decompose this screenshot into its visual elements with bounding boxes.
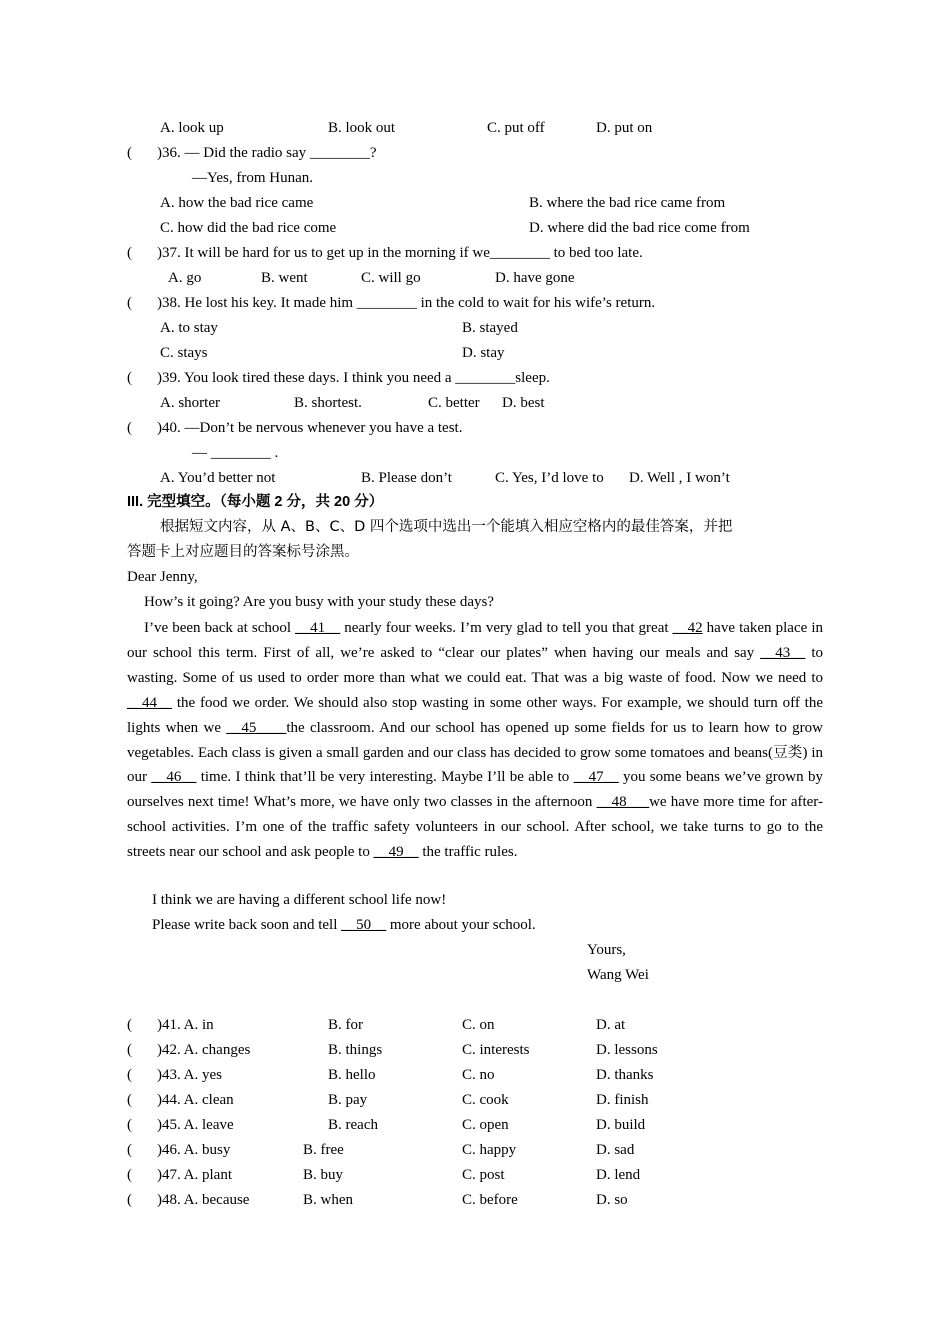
blank-45: __45____ [226, 719, 287, 736]
item-44-option-a: )44. A. clean [157, 1092, 234, 1108]
q37-option-c: C. will go [361, 270, 421, 286]
item-48-option-c: C. before [462, 1192, 518, 1208]
item-46-option-d: D. sad [596, 1142, 635, 1158]
item-46-option-b: B. free [303, 1142, 344, 1158]
letter-greeting: Dear Jenny, [127, 569, 198, 585]
item-42-option-b: B. things [328, 1042, 383, 1058]
item-41-option-a: )41. A. in [157, 1017, 214, 1033]
blank-42: __42 [672, 620, 703, 636]
item-42-option-a: )42. A. changes [157, 1042, 251, 1058]
q37-stem: )37. It will be hard for us to get up in the morning if we________ to bed too late. [157, 245, 643, 261]
letter-sign-off: Yours, [587, 942, 626, 958]
q39-paren: ( [127, 370, 132, 386]
q36-option-c: C. how did the bad rice come [160, 220, 337, 236]
q39-option-b: B. shortest. [294, 395, 362, 411]
q40-option-b: B. Please don’t [361, 470, 452, 486]
blank-41: __41__ [295, 620, 341, 636]
item-46-option-c: C. happy [462, 1142, 517, 1158]
item-41-option-c: C. on [462, 1017, 495, 1033]
item-41-paren: ( [127, 1017, 132, 1033]
blank-49: __49__ [373, 844, 419, 861]
item-48-option-a: )48. A. because [157, 1192, 250, 1208]
item-45-option-b: B. reach [328, 1117, 378, 1133]
item-47-option-d: D. lend [596, 1167, 641, 1183]
q40-reply: — ________ . [192, 445, 279, 461]
blank-50: __50__ [341, 917, 387, 933]
item-44-option-b: B. pay [328, 1092, 368, 1108]
q35-option-b: B. look out [328, 120, 396, 136]
q37-paren: ( [127, 245, 132, 261]
item-47-option-a: )47. A. plant [157, 1167, 232, 1183]
blank-47: __47__ [573, 769, 619, 786]
q38-option-a: A. to stay [160, 320, 218, 336]
item-45-option-c: C. open [462, 1117, 509, 1133]
q36-reply: —Yes, from Hunan. [192, 170, 313, 186]
q40-option-d: D. Well , I won’t [629, 470, 730, 486]
item-43-option-d: D. thanks [596, 1067, 654, 1083]
q40-option-a: A. You’d better not [160, 470, 276, 486]
q38-option-d: D. stay [462, 345, 505, 361]
item-41-option-d: D. at [596, 1017, 626, 1033]
item-45-option-d: D. build [596, 1117, 646, 1133]
letter-body: I’ve been back at school __41__ nearly four weeks. I’m very glad to tell you that great __42 have taken place in our school this term. First of all, we’re asked to “clear our plates” when having our meals and say __43__ to wasting. Some of us used to order more than what we could eat. That was a big waste of food. Now we need to __44__ the food we order. We should also stop wasting in some other ways. For example, we should turn off the lights when we __45____the classroom. And our school has opened up some fields for us to learn how to grow vegetables. Each class is given a small garden and our class has decided to grow some tomatoes and beans(豆类) in our __46__ time. I think that’ll be very interesting. Maybe I’ll be able to __47__ you some beans we’ve grown by ourselves next time! What’s more, we have only two classes in the afternoon __48___we have more time for after-school activities. I’m one of the traffic safety volunteers in our school. After school, we take turns to go to the streets near our school and ask people to __49__ the traffic rules. [127, 620, 824, 861]
blank-44: __44__ [127, 694, 172, 711]
item-41-option-b: B. for [328, 1017, 363, 1033]
item-44-paren: ( [127, 1092, 132, 1108]
blank-48: __48___ [596, 794, 650, 811]
q35-option-c: C. put off [487, 120, 545, 136]
q39-option-d: D. best [502, 395, 545, 411]
q37-option-b: B. went [261, 270, 308, 286]
letter-opening: How’s it going? Are you busy with your study these days? [144, 594, 494, 610]
q40-paren: ( [127, 420, 132, 436]
q36-paren: ( [127, 145, 132, 161]
q38-stem: )38. He lost his key. It made him ________ in the cold to wait for his wife’s return. [157, 295, 656, 311]
blank-43: __43__ [760, 644, 806, 661]
item-47-paren: ( [127, 1167, 132, 1183]
q40-option-c: C. Yes, I’d love to [495, 470, 604, 486]
q36-stem: )36. — Did the radio say ________? [157, 145, 377, 161]
blank-46: __46__ [151, 769, 197, 786]
section-3-instruction-line2: 答题卡上对应题目的答案标号涂黑。 [127, 544, 359, 560]
item-47-option-c: C. post [462, 1167, 505, 1183]
item-43-option-c: C. no [462, 1067, 495, 1083]
q39-option-a: A. shorter [160, 395, 220, 411]
letter-closing-line2: Please write back soon and tell __50__ more about your school. [152, 917, 536, 933]
q35-option-a: A. look up [160, 120, 224, 136]
q36-option-b: B. where the bad rice came from [529, 195, 726, 211]
q37-option-d: D. have gone [495, 270, 575, 286]
item-48-paren: ( [127, 1192, 132, 1208]
q35-option-d: D. put on [596, 120, 653, 136]
section-3-title: III. 完型填空。（每小题 2 分，共 20 分） [127, 494, 384, 510]
q39-option-c: C. better [428, 395, 480, 411]
item-46-paren: ( [127, 1142, 132, 1158]
item-43-paren: ( [127, 1067, 132, 1083]
item-42-option-d: D. lessons [596, 1042, 658, 1058]
q38-option-c: C. stays [160, 345, 208, 361]
item-45-paren: ( [127, 1117, 132, 1133]
item-42-option-c: C. interests [462, 1042, 530, 1058]
q38-option-b: B. stayed [462, 320, 518, 336]
item-42-paren: ( [127, 1042, 132, 1058]
item-44-option-d: D. finish [596, 1092, 649, 1108]
q40-stem: )40. —Don’t be nervous whenever you have a test. [157, 420, 463, 436]
section-3-instruction-line1: 根据短文内容，从 A、B、C、D 四个选项中选出一个能填入相应空格内的最佳答案，并把 [160, 519, 733, 535]
item-47-option-b: B. buy [303, 1167, 344, 1183]
item-44-option-c: C. cook [462, 1092, 509, 1108]
letter-closing-line1: I think we are having a different school life now! [152, 892, 447, 908]
item-43-option-b: B. hello [328, 1067, 376, 1083]
q37-option-a: A. go [168, 270, 202, 286]
item-45-option-a: )45. A. leave [157, 1117, 234, 1133]
q38-paren: ( [127, 295, 132, 311]
q39-stem: )39. You look tired these days. I think you need a ________sleep. [157, 370, 550, 386]
letter-signature: Wang Wei [587, 967, 649, 983]
q36-option-d: D. where did the bad rice come from [529, 220, 750, 236]
item-48-option-b: B. when [303, 1192, 353, 1208]
item-46-option-a: )46. A. busy [157, 1142, 231, 1158]
item-43-option-a: )43. A. yes [157, 1067, 222, 1083]
item-48-option-d: D. so [596, 1192, 628, 1208]
q36-option-a: A. how the bad rice came [160, 195, 314, 211]
